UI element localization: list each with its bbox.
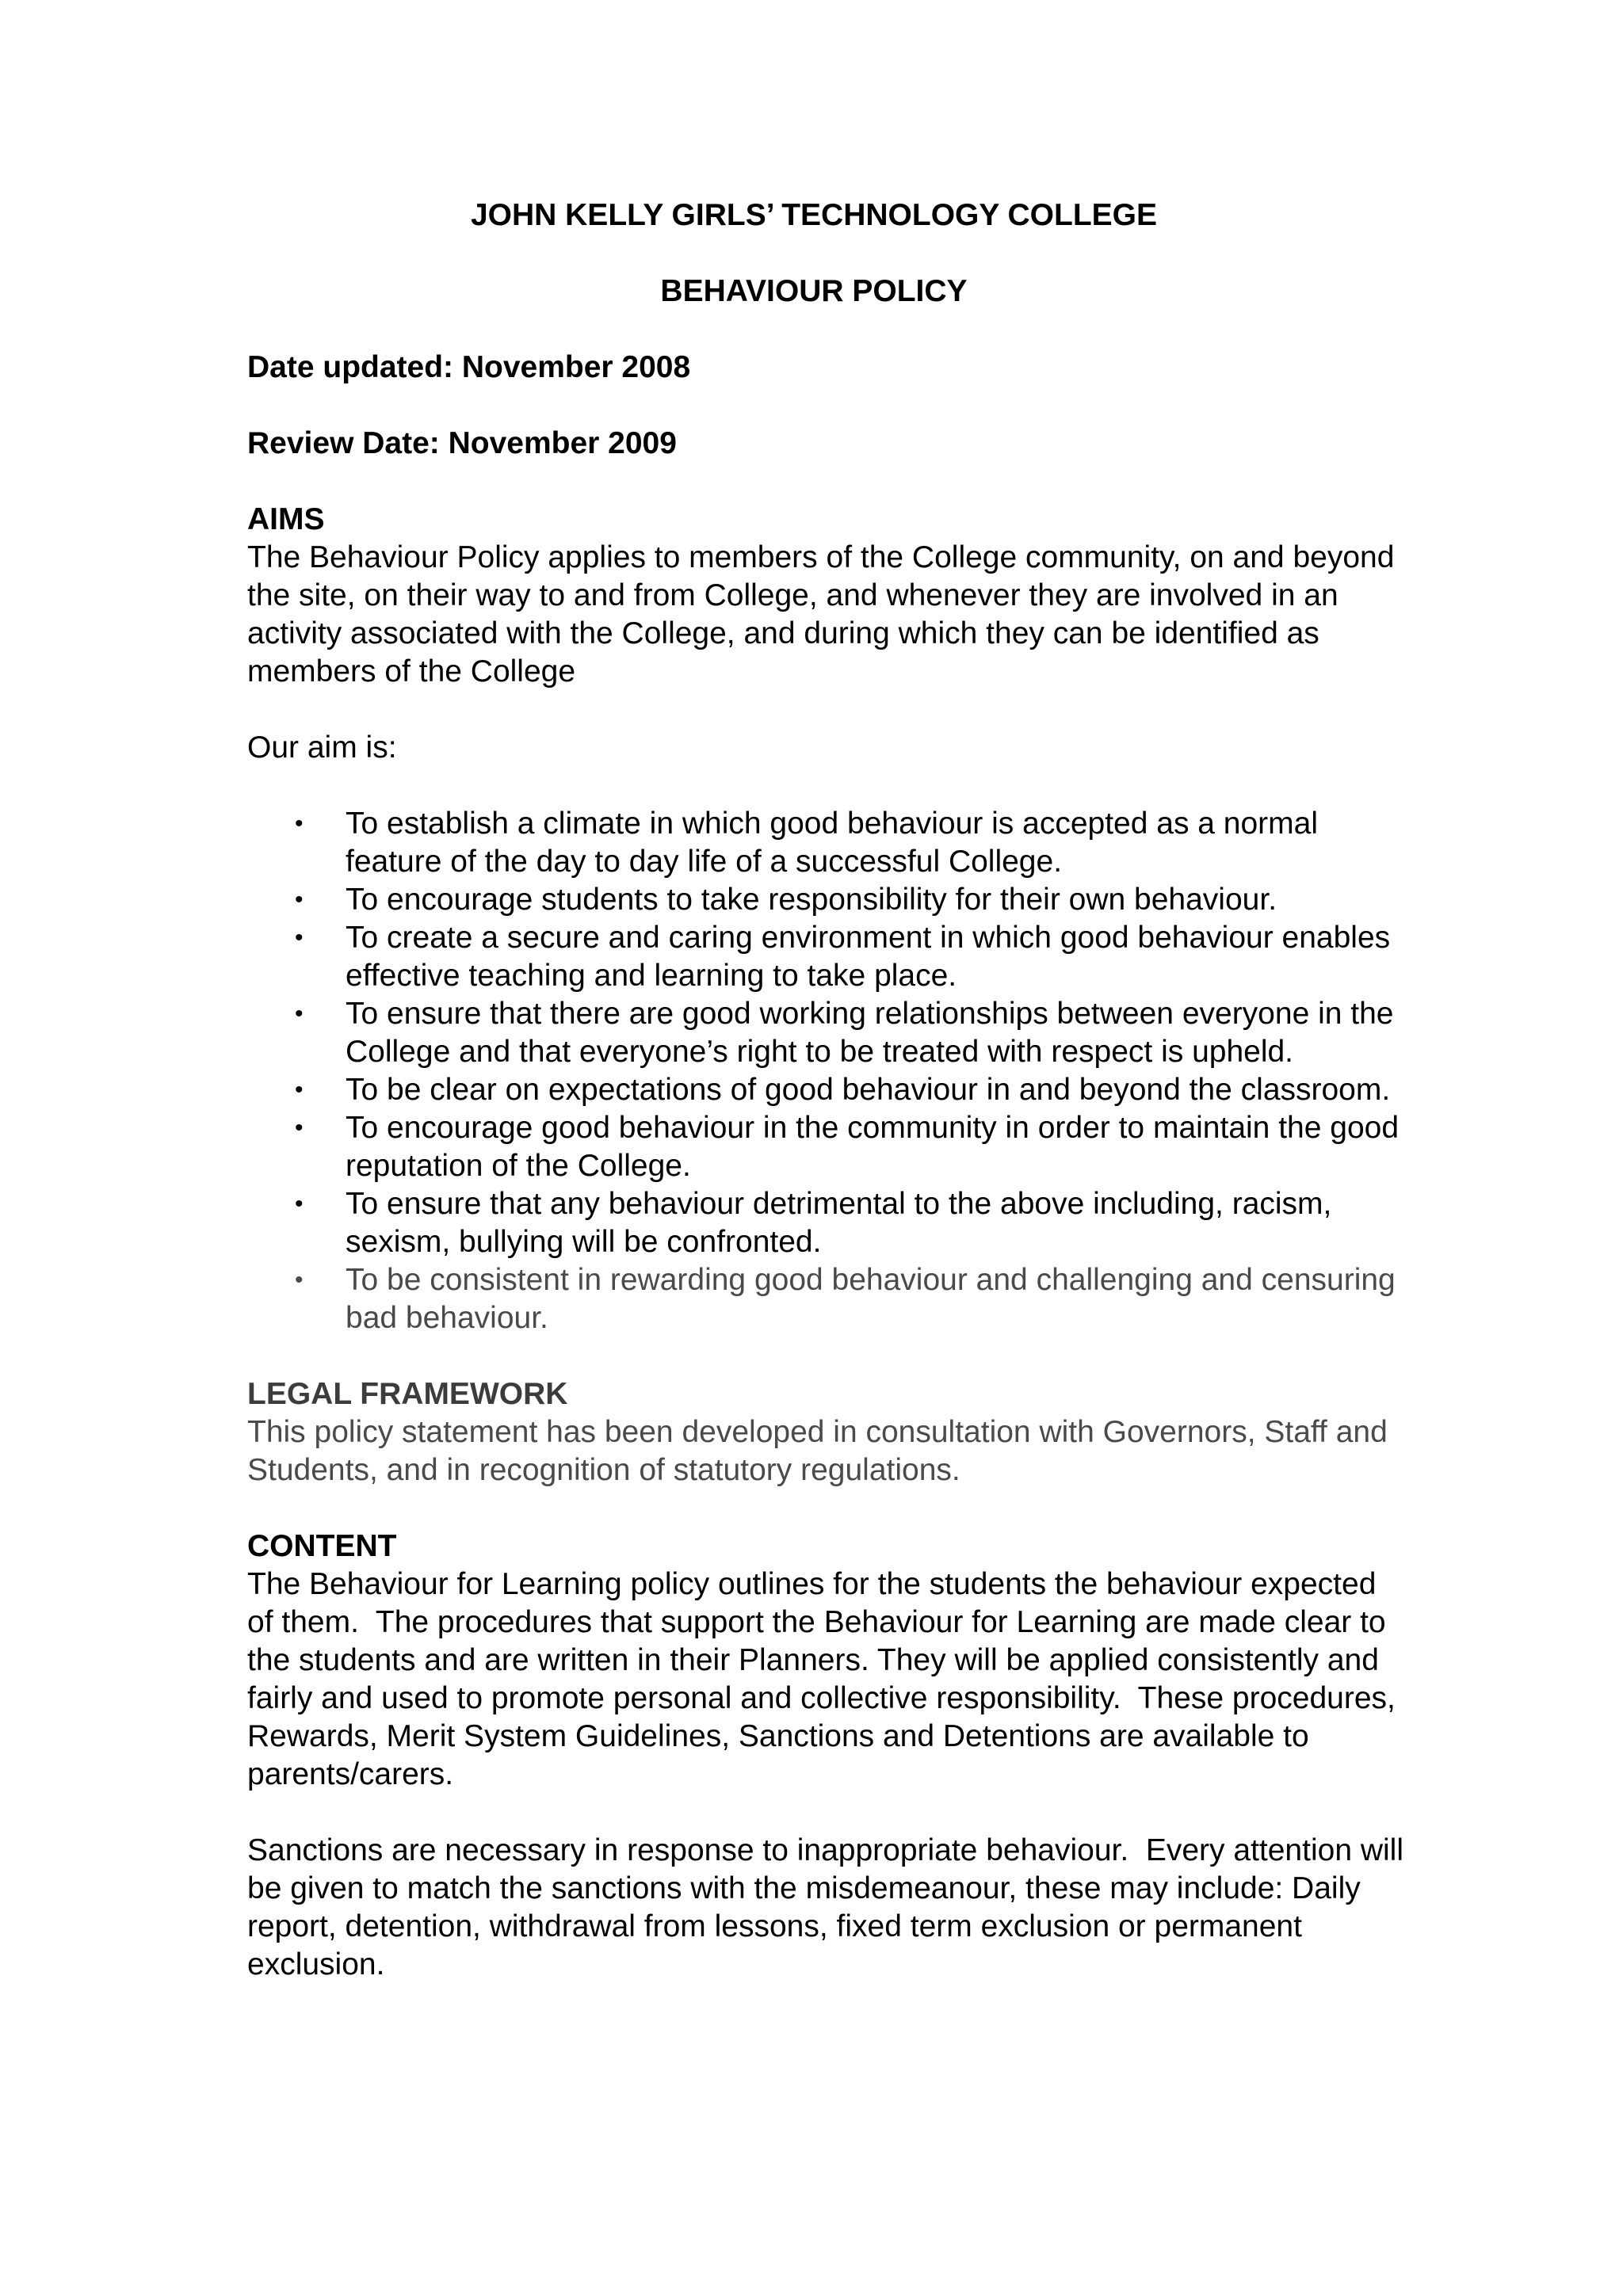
- bullet-icon: •: [295, 1001, 304, 1027]
- list-item-text: To establish a climate in which good behaviour is accepted as a normal feature of the day to day life of a successful College.: [346, 807, 1319, 879]
- content-paragraph-1: The Behaviour for Learning policy outlines for the students the behaviour expected of them. The procedures that support the Behaviour for Learning are made clear to the students and are written in their Planners. They will be applied consistently and fairly and used to promote personal and collective responsibility. These procedures, Rewards, Merit System Guidelines, Sanctions and Detentions are available to parents/carers.: [247, 1567, 1404, 1791]
- bullet-icon: •: [295, 1267, 304, 1293]
- list-item: [295, 1071, 1404, 1109]
- list-item-text: To be clear on expectations of good behaviour in and beyond the classroom.: [346, 1073, 1391, 1107]
- list-item: [295, 995, 1404, 1071]
- bullet-icon: •: [295, 925, 304, 951]
- bullet-icon: •: [295, 1115, 304, 1141]
- list-item: [295, 1109, 1404, 1185]
- bullet-icon: •: [295, 810, 304, 837]
- list-item: [295, 1185, 1404, 1261]
- aims-list: [247, 805, 1404, 1337]
- list-item: [295, 805, 1404, 881]
- policy-title: BEHAVIOUR POLICY: [660, 274, 968, 308]
- list-item-text: To ensure that there are good working relationships between everyone in the College and that everyone’s right to be treated with respect is upheld.: [346, 997, 1394, 1069]
- list-item-text: To encourage students to take responsibility for their own behaviour.: [346, 883, 1277, 917]
- list-item-text: To ensure that any behaviour detrimental to the above including, racism, sexism, bullying will be confronted.: [346, 1187, 1332, 1259]
- content-paragraph-2: Sanctions are necessary in response to inappropriate behaviour. Every attention will be given to match the sanctions with the misdemeanour, these may include: Daily report, detention, withdrawal from lessons, fixed term exclusion or permanent exclusion.: [247, 1833, 1412, 1981]
- review-date: Review Date: November 2009: [247, 426, 677, 460]
- aims-intro: The Behaviour Policy applies to members of the College community, on and beyond the site, on their way to and from College, and whenever they are involved in an activity associated with the College, and during which they can be identified as members of the College: [247, 540, 1403, 688]
- document-body: [247, 196, 1412, 2022]
- college-name: JOHN KELLY GIRLS’ TECHNOLOGY COLLEGE: [470, 198, 1158, 232]
- bullet-icon: •: [295, 1077, 304, 1103]
- legal-framework-heading: LEGAL FRAMEWORK: [247, 1377, 568, 1411]
- bullet-icon: •: [295, 887, 304, 913]
- list-item-text: To encourage good behaviour in the community in order to maintain the good reputation of the College.: [346, 1111, 1400, 1183]
- list-item: [295, 919, 1404, 995]
- bullet-icon: •: [295, 1191, 304, 1217]
- list-item: [295, 1261, 1404, 1337]
- list-item-text: To create a secure and caring environment in which good behaviour enables effective teaching and learning to take place.: [346, 921, 1391, 993]
- aims-heading: AIMS: [247, 502, 325, 536]
- aims-lead: Our aim is:: [247, 730, 397, 765]
- list-item-text: To be consistent in rewarding good behaviour and challenging and censuring bad behaviour.: [346, 1263, 1396, 1335]
- date-updated: Date updated: November 2008: [247, 350, 691, 384]
- list-item: [295, 881, 1404, 919]
- legal-framework-text: This policy statement has been developed in consultation with Governors, Staff and Students, and in recognition of statutory regulations.: [247, 1415, 1396, 1487]
- content-heading: CONTENT: [247, 1529, 397, 1563]
